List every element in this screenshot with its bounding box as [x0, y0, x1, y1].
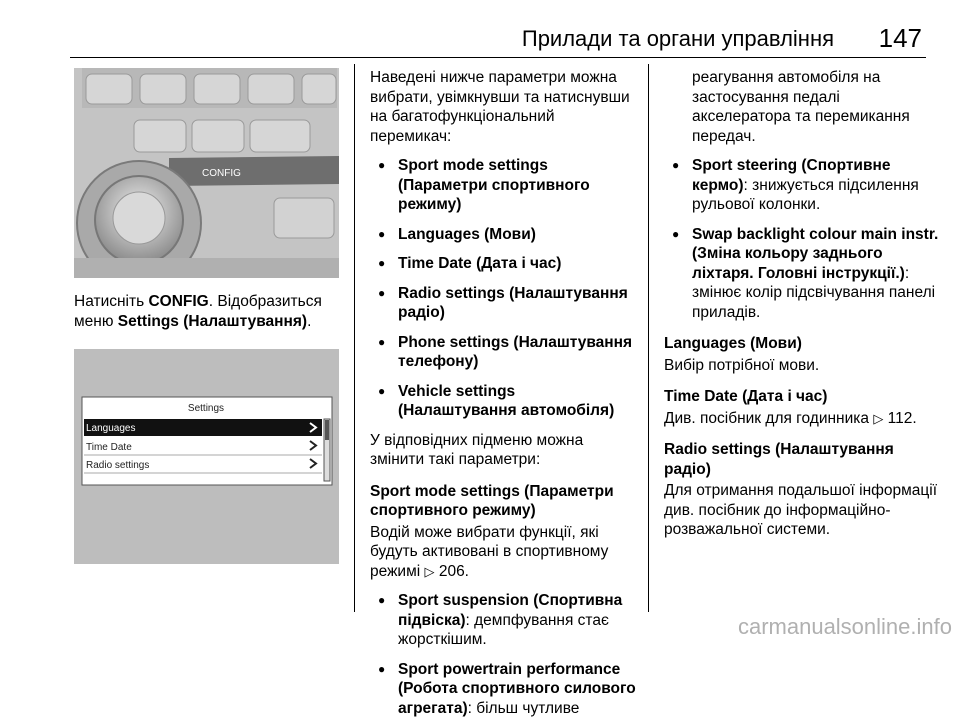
sport-mode-desc: Водій може вибрати функції, які будуть активовані в спортивному режимі ▷ 206.: [370, 523, 609, 580]
continued-text: реагування автомобіля на застосування педалі акселератора та перемикання передач.: [692, 69, 910, 145]
reference-arrow-icon: ▷: [424, 563, 435, 579]
reference-arrow-icon: ▷: [873, 410, 884, 426]
list-item: ● Vehicle settings (Налаштування автомобіля): [370, 382, 636, 421]
settings-screen-figure: [74, 349, 339, 564]
list-item: ● Sport mode settings (Параметри спортивного режиму): [370, 156, 636, 215]
column-2: [370, 68, 636, 728]
sport-mode-list-continued: [664, 156, 940, 322]
section-heading-time-date: Time Date (Дата і час): [664, 388, 828, 405]
list-item: ● Sport steering (Спортивне кермо): знижується підсилення рульової колонки.: [664, 156, 940, 215]
list-item: ● Sport suspension (Спортивна підвіска): демпфування стає жорсткішим.: [370, 591, 636, 650]
section-heading-sport-mode: Sport mode settings (Параметри спортивного режиму): [370, 482, 614, 519]
header-rule: [70, 57, 926, 58]
watermark: carmanualsonline.info: [737, 614, 952, 639]
settings-screen: [74, 349, 339, 564]
list-item: ● Languages (Мови): [370, 225, 636, 245]
options-list: [370, 156, 636, 421]
sport-mode-list: [370, 591, 636, 718]
column-3: [664, 68, 940, 550]
list-item: ● Phone settings (Налаштування телефону): [370, 333, 636, 372]
config-button-photo: [74, 68, 339, 278]
settings-screen-title: Settings: [187, 403, 225, 414]
list-item: ● Swap backlight colour main instr. (Зміна кольору заднього ліхтаря. Головні інструкції.): змінює колір підсвічування панелі приладів.: [664, 225, 940, 323]
list-item: ● Time Date (Дата і час): [370, 254, 636, 274]
menu-item-radio-settings[interactable]: Radio settings: [86, 460, 150, 471]
languages-desc: Вибір потрібної мови.: [664, 356, 820, 374]
column-divider-1: [354, 64, 355, 612]
section-heading-languages: Languages (Мови): [664, 335, 802, 352]
menu-item-time-date[interactable]: Time Date: [86, 442, 132, 453]
config-instruction: Натисніть CONFIG. Відобразиться меню Settings (Налаштування).: [74, 293, 322, 330]
config-button-label: CONFIG: [202, 168, 241, 179]
radio-settings-desc: Для отримання подальшої інформації див. посібник до інформаційно-розважальної системи.: [664, 482, 938, 538]
column-divider-2: [648, 64, 649, 612]
time-date-desc: Див. посібник для годинника ▷ 112.: [664, 409, 917, 427]
options-intro: Наведені нижче параметри можна вибрати, увімкнувши та натиснувши на багатофункціональний перемикач:: [370, 69, 630, 145]
page-number: 147: [878, 23, 922, 53]
page-header: [70, 18, 926, 58]
list-item: ● Sport powertrain performance (Робота спортивного силового агрегата): більш чутливе: [370, 660, 636, 719]
dashboard-illustration: [74, 68, 339, 278]
submenu-intro: У відповідних підменю можна змінити такі параметри:: [370, 431, 584, 468]
list-item: ● Radio settings (Налаштування радіо): [370, 284, 636, 323]
header-title: Прилади та органи управління: [521, 26, 834, 51]
column-1: [74, 68, 339, 564]
menu-item-languages[interactable]: Languages: [86, 423, 136, 434]
section-heading-radio-settings: Radio settings (Налаштування радіо): [664, 441, 894, 478]
